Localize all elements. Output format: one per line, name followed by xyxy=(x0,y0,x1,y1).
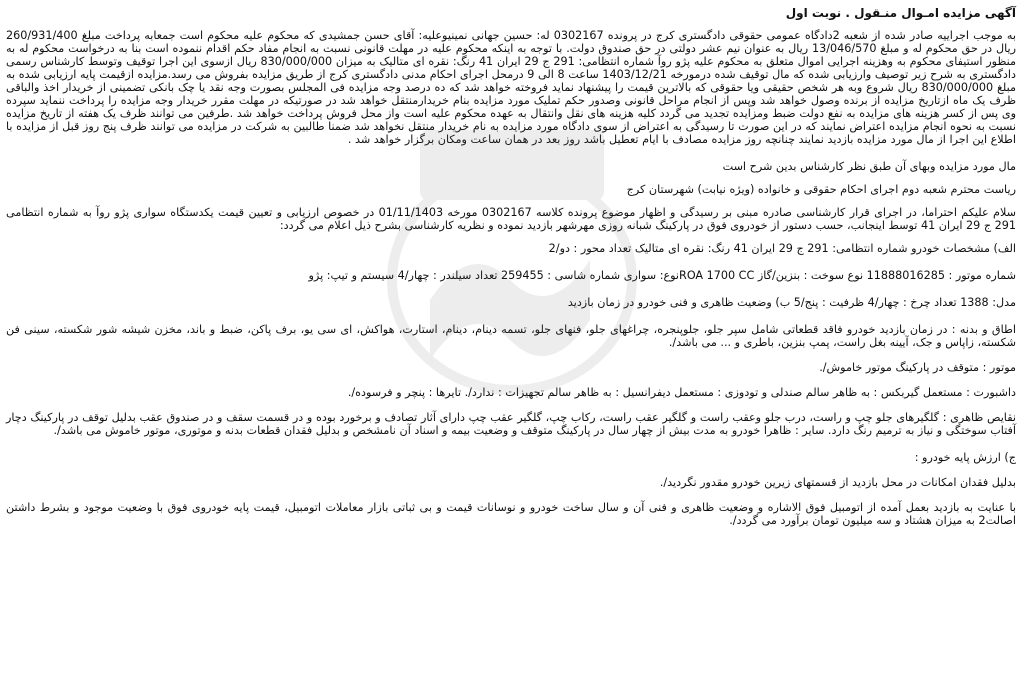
addressee-line: ریاست محترم شعبه دوم اجرای احکام حقوقی و خانواده (ویژه نیابت) شهرستان کرج xyxy=(626,183,1016,196)
notice-intro-paragraph: به موجب اجراییه صادر شده از شعبه 2دادگاه عمومی حقوقی دادگستری کرج در پرونده 0302167 له: حسین جهانی نمینیوعلیه: آقای حسن جمشیدی که محکوم علیه محکوم است جمعابه پرداخت مبلغ 260/931/400 ریال در حق محکوم له و مبلغ 13/046/570 ریال به عنوان نیم عشر دولتی در حق صندوق دولت. با توجه به اینکه محکوم علیه در مهلت قانونی نسبت به انجام مفاد حکم اقدام ننموده است بنا به درخواست محکوم له به منظور استیفای محکوم به وهزینه اجرایی اموال متعلق به محکوم علیه پژو روآ شماره انتظامی: 291 ج 29 ایران 41 رنگ: نقره ای متالیک به میزان 830/000/000 ریال ازسوی این اجرا توقیف وتوسط کارشناس رسمی دادگستری به شرح زیر توصیف وارزیابی شده که مال توقیف شده درمورخه 1403/12/21 ساعت 8 الی 9 درمحل اجرای احکام مدنی دادگستری کرج از طریق مزایده بفروش می رسد.مزایده ازقیمت پایه ارزیابی شده به مبلغ 830/000/000 ریال شروع وبه هر شخص حقیقی ویا حقوقی که بالاترین قیمت را پیشنهاد نماید فروخته خواهد شد که ده درصد وجه مزایده فی المجلس بصورت وجه نقد یا چک بانکی تضمینی از خریدار اخذ والباقی ظرف یک ماه ازتاریخ مزایده از برنده وصول خواهد شد وپس از انجام مراحل قانونی وصدور حکم تملیک مورد مزایده بنام خریدارمنتقل خواهد شد در صورتیکه در مهلت مقرر خریدار وجه مزایده را پرداخت ننماید سپرده وی پس از کسر هزینه های مزایده به نفع دولت ضبط ومزایده تجدید می گردد کلیه هزینه های نقل وانتقال به عهده محکوم علیه است واز محل فروش پرداخت خواهد شد .طرفین می توانند ظرف یک هفته از تاریخ مزایده نسبت به نحوه انجام مزایده اعتراض نمایند که در این صورت تا رسیدگی به اعتراض از سوی دادگاه مورد مزایده به نام خریدار منتقل نخواهد شد ضمنا طالبین به شرکت در مزایده می توانند ظرف پنج روز قبل از مزایده با اطلاع این اجرا از مال مورد مزایده بازدید نمایند چنانچه روز مزایده مصادف با ایام تعطیل باشد روز بعد در همان ساعت ومکان برگزار خواهد شد . xyxy=(6,29,1017,146)
interior-status-line: داشبورت : مستعمل گیربکس : به ظاهر سالم صندلی و تودوزی : مستعمل دیفرانسیل : به ظاهر سالم تجهیزات : ندارد/. تایرها : پنچر و فرسوده/. xyxy=(347,386,1016,399)
defects-paragraph: نقایص ظاهری : گلگیرهای جلو چپ و راست، درب جلو وعقب راست و گلگیر عقب راست، رکاب چپ، گلگیر عقب چپ دارای آثار تصادف و برخورد بوده و در قسمت سقف و در صندوق عقب بدلیل توقف در پارکینگ دچار آفتاب سوختگی و نیاز به ترمیم رنگ دارد. سایر : ظاهرا خودرو به مدت بیش از چهار سال در پارکینگ متوقف و وضعیت بیمه و اسناد آن نامشخص و بدلیل فقدان قطعات بدنه و موتوری، موتور خاموش می باشد/. xyxy=(6,411,1016,437)
vehicle-spec-line-2: مدل: 1388 تعداد چرخ : چهار/4 ظرفیت : پنج/5 ب) وضعیت ظاهری و فنی خودرو در زمان بازدید xyxy=(567,296,1016,309)
section-heading: مال مورد مزایده وبهای آن طبق نظر کارشناس بدین شرح است xyxy=(722,160,1016,173)
valuation-conclusion: با عنایت به بازدید بعمل آمده از اتومبیل فوق الاشاره و وضعیت ظاهری و فنی آن و سال ساخت خودرو و نوسانات قیمت و بی ثباتی بازار معاملات اتومبیل، قیمت پایه خودروی فوق با وضعیت موجود و بشرط داشتن اصالت2 به میزان هشتاد و سه میلیون تومان برآورد می گردد/. xyxy=(6,501,1016,527)
base-value-heading: ج) ارزش پایه خودرو : xyxy=(914,451,1016,464)
vehicle-spec-line-1: شماره موتور : 11888016285 نوع سوخت : بنزین/گاز ROA 1700 CCنوع: سواری شماره شاسی : 259455 تعداد سیلندر : چهار/4 سیستم و تیپ: پژو xyxy=(308,269,1016,282)
greeting-paragraph: سلام علیکم احتراما، در اجرای قرار کارشناسی صادره مبنی بر رسیدگی و اظهار موضوع پرونده کلاسه 0302167 مورخه 01/11/1403 در خصوص ارزیابی و تعیین قیمت یکدستگاه سواری پژو روآ به شماره انتظامی 291 ج 29 ایران 41 توسط اینجانب، حسب دستور از خودروی فوق در پارکینگ شبانه روزی مهرشهر بازدید نموده و نظریه کارشناسی بشرح ذیل اعلام می گردد: xyxy=(6,206,1017,232)
notice-title: آگهی مزایده امـوال منـقول . نوبت اول xyxy=(785,6,1016,20)
engine-status-line: موتور : متوقف در پارکینگ موتور خاموش/. xyxy=(819,361,1016,374)
vehicle-spec-heading: الف) مشخصات خودرو شماره انتظامی: 291 ج 29 ایران 41 رنگ: نقره ای متالیک تعداد محور : دو/2 xyxy=(548,242,1016,255)
body-status-paragraph: اطاق و بدنه : در زمان بازدید خودرو فاقد قطعاتی شامل سپر جلو، جلوپنجره، چراغهای جلو، فنهای جلو، تسمه دینام، دینام، استارت، هواکش، ای سی یو، برف پاکن، ضبط و باند، مخزن شیشه شور شکسته، سینی فن شکسته، زاپاس و جک، آیینه بغل راست، پمپ بنزین، باطری و ... می باشد/. xyxy=(6,323,1016,349)
inspection-limitation-note: بدلیل فقدان امکانات در محل بازدید از قسمتهای زیرین خودرو مقدور نگردید/. xyxy=(659,476,1016,489)
